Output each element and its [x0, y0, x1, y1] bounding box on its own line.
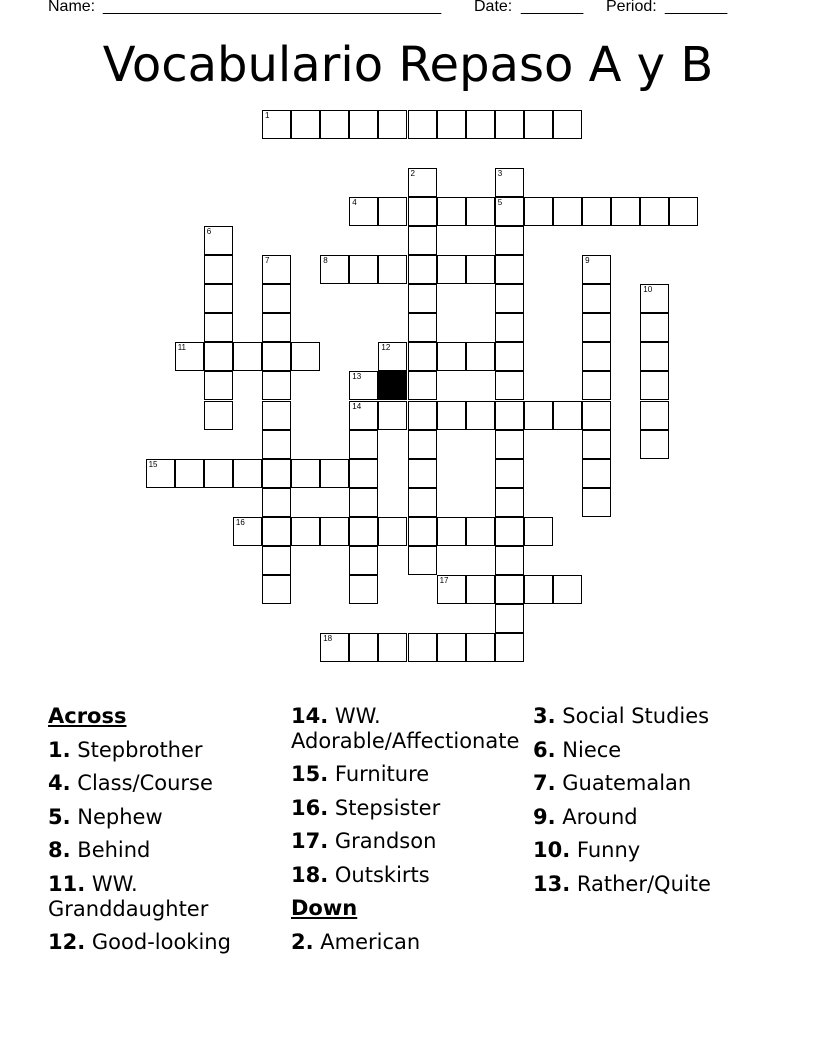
crossword-cell[interactable]: [320, 633, 349, 662]
crossword-cell[interactable]: [378, 110, 407, 139]
crossword-cell[interactable]: [204, 342, 233, 371]
crossword-cell[interactable]: [378, 342, 407, 371]
crossword-cell[interactable]: [378, 633, 407, 662]
crossword-cell[interactable]: [466, 342, 495, 371]
cell-number: 14: [352, 401, 362, 411]
crossword-cell[interactable]: [349, 488, 378, 517]
clue-number: 1.: [48, 737, 71, 762]
crossword-cell[interactable]: [408, 488, 437, 517]
crossword-cell[interactable]: [291, 517, 320, 546]
crossword-cell[interactable]: [146, 459, 175, 488]
cell-number: 1: [265, 110, 270, 120]
crossword-cell[interactable]: [524, 575, 553, 604]
crossword-cell[interactable]: [466, 517, 495, 546]
crossword-cell[interactable]: [408, 371, 437, 400]
crossword-cell[interactable]: [349, 459, 378, 488]
crossword-cell[interactable]: [582, 488, 611, 517]
clue-text: Good-looking: [91, 929, 231, 954]
crossword-cell[interactable]: [408, 546, 437, 575]
down-clue: [291, 926, 531, 960]
clue-text: Outskirts: [334, 862, 430, 887]
crossword-cell[interactable]: [320, 459, 349, 488]
crossword-cell[interactable]: [408, 255, 437, 284]
crossword-cell[interactable]: [408, 633, 437, 662]
crossword-cell[interactable]: [175, 342, 204, 371]
crossword-cell[interactable]: [669, 197, 698, 226]
clue-number: 15.: [291, 762, 329, 786]
name-label: Name:: [48, 0, 96, 15]
clue-number: 17.: [291, 829, 329, 853]
cell-number: 10: [643, 285, 653, 295]
down-clue: [533, 700, 803, 734]
crossword-cell[interactable]: [640, 284, 669, 313]
clue-column-3: [533, 700, 803, 901]
clue-text: WW. Adorable/Affectionate: [291, 704, 520, 753]
crossword-cell[interactable]: [291, 459, 320, 488]
clue-number: 18.: [291, 862, 329, 887]
crossword-cell[interactable]: [466, 255, 495, 284]
crossword-cell[interactable]: [408, 226, 437, 255]
crossword-cell[interactable]: [204, 255, 233, 284]
cell-number: 13: [352, 372, 362, 382]
clue-text: Social Studies: [562, 704, 710, 728]
crossword-cell[interactable]: [349, 197, 378, 226]
clue-number: 6.: [533, 737, 556, 762]
crossword-cell[interactable]: [320, 517, 349, 546]
crossword-cell[interactable]: [466, 575, 495, 604]
crossword-cell[interactable]: [349, 430, 378, 459]
crossword-cell[interactable]: [582, 371, 611, 400]
across-clue: [48, 734, 283, 768]
crossword-cell[interactable]: [611, 197, 640, 226]
crossword-cell[interactable]: [378, 517, 407, 546]
across-clue: [48, 834, 283, 868]
crossword-cell[interactable]: [582, 401, 611, 430]
crossword-cell[interactable]: [437, 517, 466, 546]
clue-number: 9.: [533, 804, 556, 829]
crossword-cell[interactable]: [495, 342, 524, 371]
clue-number: 11.: [48, 871, 86, 896]
crossword-cell[interactable]: [320, 255, 349, 284]
clue-text: Rather/Quite: [576, 871, 711, 896]
clue-number: 10.: [533, 838, 571, 862]
clue-text: Around: [562, 804, 638, 829]
crossword-cell[interactable]: [553, 575, 582, 604]
down-clue: [533, 868, 803, 902]
crossword-cell[interactable]: [378, 255, 407, 284]
cell-number: 16: [235, 517, 245, 527]
crossword-cell[interactable]: [495, 255, 524, 284]
crossword-cell[interactable]: [640, 342, 669, 371]
clue-number: 13.: [533, 871, 571, 896]
crossword-cell[interactable]: [437, 575, 466, 604]
crossword-cell[interactable]: [204, 459, 233, 488]
crossword-cell[interactable]: [204, 371, 233, 400]
clue-number: 16.: [291, 795, 329, 820]
down-clue: [533, 767, 803, 801]
across-clue: [291, 825, 531, 859]
crossword-cell[interactable]: [378, 401, 407, 430]
down-clue: [533, 834, 803, 868]
crossword-cell[interactable]: [524, 110, 553, 139]
clue-number: 8.: [48, 838, 71, 862]
crossword-cell[interactable]: [262, 255, 291, 284]
crossword-cell[interactable]: [582, 313, 611, 342]
clue-text: Nephew: [77, 804, 163, 829]
crossword-cell[interactable]: [495, 110, 524, 139]
crossword-cell[interactable]: [524, 517, 553, 546]
cell-number: 2: [410, 168, 415, 178]
crossword-cell[interactable]: [495, 633, 524, 662]
crossword-cell[interactable]: [640, 401, 669, 430]
clue-text: WW. Granddaughter: [48, 871, 209, 921]
crossword-cell[interactable]: [291, 110, 320, 139]
crossword-cell[interactable]: [408, 197, 437, 226]
across-clue: [48, 767, 283, 801]
down-clue: [533, 734, 803, 768]
cell-number: 6: [206, 226, 212, 236]
across-clue: [291, 700, 531, 758]
crossword-cell[interactable]: [495, 604, 524, 633]
crossword-cell[interactable]: [437, 110, 466, 139]
crossword-cell[interactable]: [582, 284, 611, 313]
across-clue: [48, 868, 283, 926]
cell-number: 7: [265, 256, 270, 265]
cell-number: 11: [177, 343, 186, 353]
cell-number: 17: [439, 576, 449, 586]
crossword-cell[interactable]: [349, 575, 378, 604]
clue-text: Behind: [77, 838, 151, 862]
period-field[interactable]: _______: [665, 0, 728, 15]
crossword-cell[interactable]: [437, 197, 466, 226]
crossword-cell[interactable]: [640, 371, 669, 400]
crossword-cell[interactable]: [466, 633, 495, 662]
cell-number: 3: [497, 168, 503, 178]
crossword-cell[interactable]: [495, 371, 524, 400]
crossword-cell[interactable]: [204, 284, 233, 313]
clue-text: Niece: [562, 737, 622, 762]
crossword-cell[interactable]: [495, 197, 524, 226]
across-clue: [48, 926, 283, 960]
crossword-cell[interactable]: [408, 430, 437, 459]
crossword-cell[interactable]: [262, 575, 291, 604]
page-title: Vocabulario Repaso A y B: [102, 37, 714, 93]
crossword-cell[interactable]: [233, 459, 262, 488]
crossword-cell[interactable]: [408, 110, 437, 139]
cell-number: 9: [585, 256, 590, 265]
clue-text: Guatemalan: [562, 771, 692, 795]
crossword-cell[interactable]: [640, 430, 669, 459]
crossword-cell[interactable]: [495, 575, 524, 604]
crossword-cell[interactable]: [582, 430, 611, 459]
period-label: Period:: [606, 0, 657, 15]
clue-number: 3.: [533, 704, 556, 728]
crossword-cell[interactable]: [262, 517, 291, 546]
crossword-cell[interactable]: [408, 342, 437, 371]
crossword-cell[interactable]: [640, 197, 669, 226]
crossword-cell[interactable]: [495, 168, 524, 197]
clue-text: American: [320, 929, 421, 954]
crossword-cell[interactable]: [466, 110, 495, 139]
crossword-cell[interactable]: [437, 633, 466, 662]
crossword-cell[interactable]: [582, 255, 611, 284]
cell-number: 8: [323, 256, 328, 265]
clue-column-1: [48, 700, 283, 959]
clue-number: 14.: [291, 704, 329, 728]
crossword-cell[interactable]: [466, 401, 495, 430]
cell-number: 18: [323, 634, 333, 644]
crossword-cell[interactable]: [495, 546, 524, 575]
across-clue: [291, 792, 531, 826]
clue-text: Funny: [576, 838, 641, 862]
crossword-cell[interactable]: [262, 342, 291, 371]
crossword-cell[interactable]: [378, 197, 407, 226]
crossword-cell[interactable]: [262, 459, 291, 488]
crossword-cell[interactable]: [408, 168, 437, 197]
across-heading: Across: [48, 704, 127, 728]
crossword-cell[interactable]: [495, 488, 524, 517]
crossword-cell[interactable]: [582, 197, 611, 226]
crossword-cell[interactable]: [582, 342, 611, 371]
crossword-cell[interactable]: [408, 401, 437, 430]
clue-column-2: [291, 700, 531, 959]
crossword-cell[interactable]: [349, 110, 378, 139]
crossword-cell[interactable]: [204, 226, 233, 255]
crossword-cell[interactable]: [553, 110, 582, 139]
across-clue: [291, 859, 531, 893]
crossword-cell[interactable]: [495, 284, 524, 313]
crossword-cell[interactable]: [437, 255, 466, 284]
clue-number: 2.: [291, 929, 314, 954]
crossword-cell[interactable]: [262, 401, 291, 430]
down-clue: [533, 801, 803, 835]
crossword-cell[interactable]: [408, 459, 437, 488]
crossword-cell[interactable]: [553, 197, 582, 226]
crossword-cell[interactable]: [495, 226, 524, 255]
crossword-cell[interactable]: [175, 459, 204, 488]
crossword-cell[interactable]: [262, 110, 291, 139]
name-field[interactable]: ______________________________________: [103, 0, 442, 15]
crossword-cell[interactable]: [349, 633, 378, 662]
date-label: Date:: [474, 0, 513, 15]
crossword-cell[interactable]: [233, 517, 262, 546]
clue-number: 12.: [48, 929, 86, 954]
cell-number: 4: [352, 197, 357, 207]
cell-number: 15: [148, 459, 158, 469]
clue-text: Stepsister: [334, 795, 441, 820]
clue-number: 5.: [48, 804, 71, 829]
crossword-cell[interactable]: [349, 255, 378, 284]
clue-number: 7.: [533, 771, 556, 795]
clue-text: Grandson: [334, 829, 437, 853]
crossword-cell[interactable]: [262, 371, 291, 400]
crossword-cell[interactable]: [320, 110, 349, 139]
clue-text: Furniture: [334, 762, 430, 786]
crossword-cell[interactable]: [524, 197, 553, 226]
crossword-cell[interactable]: [582, 459, 611, 488]
crossword-cell[interactable]: [640, 313, 669, 342]
across-clue: [291, 758, 531, 792]
crossword-cell[interactable]: [349, 401, 378, 430]
crossword-cell[interactable]: [349, 371, 378, 400]
crossword-cell[interactable]: [437, 401, 466, 430]
clue-text: Stepbrother: [77, 737, 203, 762]
crossword-cell[interactable]: [408, 313, 437, 342]
crossword-cell[interactable]: [466, 197, 495, 226]
across-clue: [48, 801, 283, 835]
crossword-cell[interactable]: [495, 430, 524, 459]
crossword-cell[interactable]: [262, 488, 291, 517]
crossword-cell[interactable]: [349, 517, 378, 546]
crossword-cell[interactable]: [408, 517, 437, 546]
crossword-cell[interactable]: [262, 313, 291, 342]
cell-number: 5: [497, 197, 503, 207]
clue-number: 4.: [48, 771, 71, 795]
crossword-cell[interactable]: [204, 401, 233, 430]
crossword-cell[interactable]: [524, 401, 553, 430]
crossword-cell[interactable]: [233, 342, 262, 371]
down-heading: Down: [291, 896, 358, 920]
cell-number: 12: [381, 343, 391, 353]
crossword-cell[interactable]: [408, 284, 437, 313]
crossword-black-cell: [378, 371, 407, 400]
crossword-cell[interactable]: [204, 313, 233, 342]
crossword-cell[interactable]: [437, 342, 466, 371]
crossword-cell[interactable]: [553, 401, 582, 430]
crossword-cell[interactable]: [291, 342, 320, 371]
crossword-cell[interactable]: [262, 546, 291, 575]
crossword-cell[interactable]: [262, 284, 291, 313]
crossword-cell[interactable]: [495, 459, 524, 488]
crossword-cell[interactable]: [495, 313, 524, 342]
crossword-cell[interactable]: [262, 430, 291, 459]
crossword-cell[interactable]: [349, 546, 378, 575]
crossword-cell[interactable]: [495, 517, 524, 546]
date-field[interactable]: _______: [521, 0, 584, 15]
clue-text: Class/Course: [77, 771, 213, 795]
crossword-cell[interactable]: [495, 401, 524, 430]
